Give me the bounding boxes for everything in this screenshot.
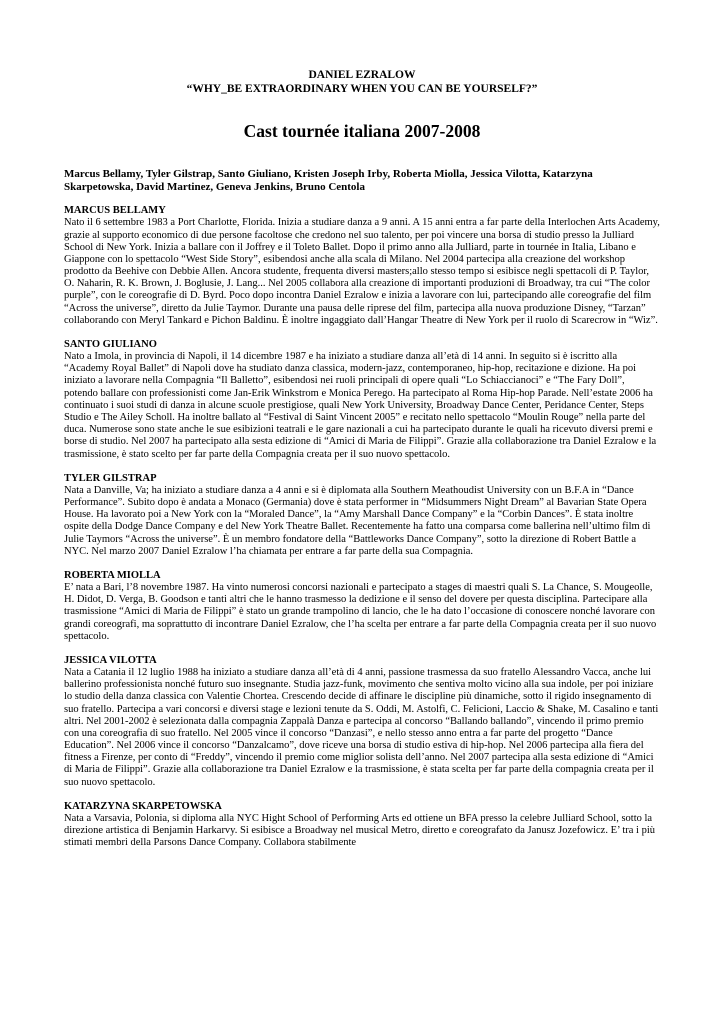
bio-heading: ROBERTA MIOLLA xyxy=(64,569,161,581)
bio-section-jessica-vilotta xyxy=(64,655,660,789)
bio-section-marcus-bellamy xyxy=(64,205,660,327)
header-motto: “WHY_BE EXTRAORDINARY WHEN YOU CAN BE YOURSELF?” xyxy=(186,83,538,96)
cast-names-list: Marcus Bellamy, Tyler Gilstrap, Santo Giuliano, Kristen Joseph Irby, Roberta Miolla, Jessica Vilotta, Katarzyna Skarpetowska, David Martinez, Geneva Jenkins, Bruno Centola xyxy=(64,167,593,193)
bio-section-santo-giuliano xyxy=(64,339,660,461)
bio-body: Nato a Imola, in provincia di Napoli, il 14 dicembre 1987 e ha iniziato a studiare danza all’età di 14 anni. In seguito si è iscritto alla “Academy Royal Ballet” di Napoli dove ha studiato danza classica, modern-jazz, contemporaneo, hip-hop, recitazione e dizione. Ha poi iniziato a lavorare nella Compagnia “Il Balletto”, esibendosi nei ruoli principali di opere quali “Lo Schiaccianoci” e “The Fary Doll”, potendo ballare con professionisti come Jan-Erik Winkstrom e Monica Perego. Ha partecipato al Roma Hip-hop Parade. Nell’estate 2006 ha continuato i suoi studi di danza in alcune scuole prestigiose, quali New York University, Broadway Dance Center, Peridance Center, Steps Studio e The Ailey Scholl. Ha inoltre ballato al “Festival di Saint Vincent 2005” e recitato nello spettacolo “Moulin Rouge” nella parte del duca. Numerose sono state anche le sue esibizioni teatrali e le gare nazionali a cui ha partecipato durante le quali ha ricevuto diversi premi e borse di studio. Nel 2007 ha partecipato alla sesta edizione di “Amici di Maria de Filippi”. Grazie alla collaborazione tra Daniel Ezralow e la trasmissione, è stato scelto per far parte della Compagnia creata per il suo nuovo spettacolo. xyxy=(64,351,657,460)
bio-section-tyler-gilstrap xyxy=(64,473,660,558)
bio-heading: SANTO GIULIANO xyxy=(64,338,157,350)
page-title: Cast tournée italiana 2007-2008 xyxy=(243,120,481,141)
bio-body: E’ nata a Bari, l’8 novembre 1987. Ha vinto numerosi concorsi nazionali e partecipato a stages di maestri quali S. La Chance, S. Mougeolle, H. Didot, D. Verga, B. Goodson e tanti altri che le hanno trasmesso la dedizione e il senso del dovere per questa disciplina. Partecipare alla trasmissione “Amici di Maria de Filippi” è stato un grande trampolino di lancio, che le ha dato l’occasione di conoscere nonché lavorare con grandi coreografi, ma soprattutto di incontrare Daniel Ezralow, che l’ha scelta per entrare a far parte della Compagnia creata per il suo nuovo spettacolo. xyxy=(64,582,657,642)
bio-heading: JESSICA VILOTTA xyxy=(64,654,157,666)
bio-body: Nato il 6 settembre 1983 a Port Charlotte, Florida. Inizia a studiare danza a 9 anni. A 15 anni entra a far parte della Interlochen Arts Academy, grazie al supporto economico di due persone facoltose che credono nel suo talento, per poi vincere una borsa di studio presso la Julliard School di New York. Inizia a ballare con il Joffrey e il Toleto Ballet. Dopo il primo anno alla Julliard, parte in tournée in Italia, Libano e Giappone con lo spettacolo “West Side Story”, esibendosi anche alla scala di Milano. Nel 2004 partecipa alla creazione del workshop prodotto da Beehive con Debbie Allen. Ancora studente, frequenta diversi masters;allo stesso tempo si esibisce negli spettacoli di P. Taylor, O. Naharin, R. K. Brown, J. Boglusie, J. Lang... Nel 2005 collabora alla creazione di importanti produzioni di Broadway, tra cui “The color purple”, con le coreografie di D. Byrd. Poco dopo incontra Daniel Ezralow e inizia a lavorare con lui, partecipando alle coreografie del film “Across the universe”, diretto da Julie Taymor. Durante una pausa delle riprese del film, partecipa alla nuova produzione Disney, “Tarzan” collaborando con Meryl Tankard e Pichon Baldinu. È inoltre ingaggiato dall’Hangar Theatre di New York per il ruolo di Scarecrow in “Wiz”. xyxy=(64,217,660,326)
bio-body: Nata a Varsavia, Polonia, si diploma alla NYC Hight School of Performing Arts ed ottiene un BFA presso la celebre Julliard School, sotto la direzione artistica di Benjamin Harkarvy. Si esibisce a Broadway nel musical Metro, diretto e coreografato da Janusz Jozefowicz. E’ tra i più stimati membri della Parsons Dance Company. Collabora stabilmente xyxy=(64,812,655,849)
document-header xyxy=(64,68,660,97)
bio-heading: MARCUS BELLAMY xyxy=(64,205,166,217)
bio-section-roberta-miolla xyxy=(64,570,660,643)
bio-heading: KATARZYNA SKARPETOWSKA xyxy=(64,800,222,812)
bio-body: Nata a Catania il 12 luglio 1988 ha iniziato a studiare danza all’età di 4 anni, passione trasmessa da suo fratello Alessandro Vacca, anche lui ballerino professionista nonché futuro suo insegnante. Studia jazz-funk, movimento che sentiva molto vicino alla sua indole, per poi iniziare lo studio della danza classica con Valentie Chortea. Crescendo decide di affinare le discipline più dinamiche, sotto il rigido insegnamento di suo fratello. Partecipa a vari concorsi e diversi stage e lezioni tenute da S. Oddi, M. Astolfi, C. Felicioni, Laccio & Shake, M. Casalino e tanti altri. Nel 2001-2002 è selezionata dalla compagnia Zappalà Danza e partecipa al concorso “Ballando ballando”, vincendo il primo premio con una coreografia di suo fratello. Nel 2005 vince il concorso “Danzasi”, e nello stesso anno entra a far parte del progetto “Dance Education”. Nel 2006 vince il concorso “Danzalcamo”, dove riceve una borsa di studio estiva di hip-hop. Nel 2006 partecipa alla fiera del fitness a Firenze, per conto di “Freddy”, vincendo il premio come miglior solista dell’anno. Nel 2007 partecipa alla sesta edizione di “Amici di Maria de Filippi”. Grazie alla collaborazione tra Daniel Ezralow e la trasmissione, è stata scelta per far parte della compagnia creata per il suo nuovo spettacolo. xyxy=(64,667,659,788)
bio-section-katarzyna-skarpetowska xyxy=(64,801,660,850)
header-author-name: DANIEL EZRALOW xyxy=(308,69,416,81)
bio-body: Nata a Danville, Va; ha iniziato a studiare danza a 4 anni e si è diplomata alla Southern Meathoudist University con un B.F.A in “Dance Performance”. Subito dopo è andata a Monaco (Germania) dove è stata performer in “Midsummers Night Dream” al Bavarian State Opera House. Ha lavorato poi a New York con la “Moraled Dance”, la “Amy Marshall Dance Company” e la “Corbin Dances”. È stata inoltre ospite della Dodge Dance Company e del New York Theatre Ballet. Recentemente ha fatto una comparsa come ballerina nell’ultimo film di Julie Taymors “Across the universe”. È un membro fondatore della “Battleworks Dance Company”, sotto la direzione di Robert Battle a NYC. Nel marzo 2007 Daniel Ezralow l’ha chiamata per entrare a far parte della sua Compagnia. xyxy=(64,484,651,557)
bio-heading: TYLER GILSTRAP xyxy=(64,472,157,484)
